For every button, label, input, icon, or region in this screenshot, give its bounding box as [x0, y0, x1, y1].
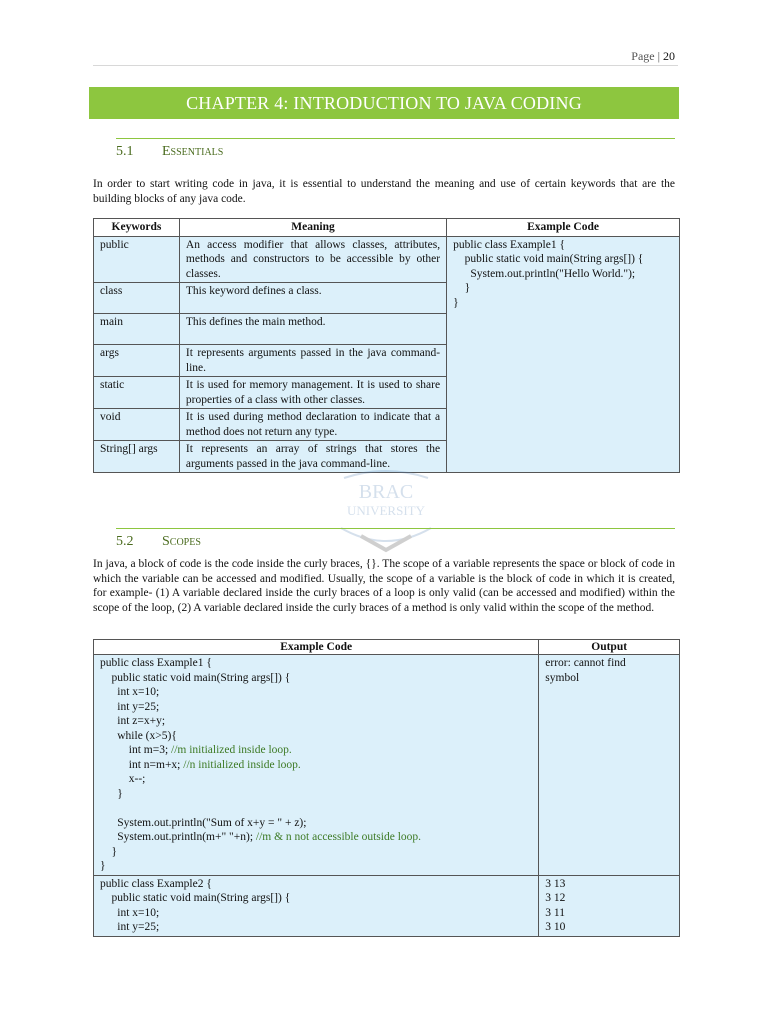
code-line: [100, 772, 532, 787]
code-text: }: [100, 860, 106, 872]
code-line: [100, 830, 532, 845]
keyword-cell: String[] args: [94, 441, 180, 473]
code-line: [100, 801, 532, 816]
table-header-row: [94, 219, 680, 237]
code-comment: //m initialized inside loop.: [171, 744, 292, 756]
table-row: [94, 875, 680, 936]
example2-code-cell: [94, 875, 539, 936]
example1-output: error: cannot find symbol: [545, 657, 626, 684]
section-number: 5.1: [116, 144, 134, 159]
code-text: System.out.println(m+" "+n);: [100, 831, 256, 843]
section-title: Essentials: [162, 144, 224, 159]
code-text: [100, 802, 103, 814]
table-row: [94, 236, 680, 283]
section-intro-paragraph: In order to start writing code in java, it is essential to understand the meaning and use of certain keywords that are the building blocks of any java code.: [93, 178, 675, 205]
watermark-line2: UNIVERSITY: [347, 503, 425, 518]
code-line: [100, 859, 532, 874]
code-line: [100, 816, 532, 831]
watermark-line1: BRAC: [358, 481, 414, 503]
scopes-table: [93, 639, 680, 937]
meaning-cell: It is used during method declaration to indicate that a method does not return any type.: [179, 409, 446, 441]
university-watermark-logo: [326, 470, 446, 560]
header-meaning: Meaning: [179, 219, 446, 237]
code-text: int n=m+x;: [100, 758, 184, 771]
chapter-title: CHAPTER 4: INTRODUCTION TO JAVA CODING: [89, 87, 679, 119]
keywords-table: [93, 218, 680, 473]
code-line: [100, 743, 532, 758]
meaning-cell: It represents an array of strings that stores the arguments passed in the java command-line.: [179, 441, 446, 473]
section-rule: [116, 528, 675, 529]
code-line: [100, 714, 532, 729]
keyword-cell: class: [94, 283, 180, 314]
example2-output-cell: [539, 875, 680, 936]
code-line: [100, 729, 532, 744]
code-line: [100, 685, 532, 700]
table-header-row: [94, 640, 680, 655]
page-number: Page | 20: [631, 49, 675, 63]
meaning-cell: An access modifier that allows classes, attributes, methods and constructors to be accessible by other classes.: [179, 236, 446, 283]
example-code: public class Example1 { public static void main(String args[]) { System.out.println("Hello World."); } }: [453, 238, 644, 309]
table-row: [94, 655, 680, 876]
code-line: [100, 758, 532, 773]
keyword-cell: main: [94, 314, 180, 345]
code-text: int y=25;: [100, 700, 160, 713]
code-line: [100, 671, 532, 686]
code-line: [100, 700, 532, 715]
code-line: [100, 845, 532, 860]
page-label: Page: [631, 49, 655, 63]
header-keywords: Keywords: [94, 219, 180, 237]
code-text: }: [100, 845, 118, 858]
keyword-cell: args: [94, 345, 180, 377]
code-comment: //n initialized inside loop.: [183, 758, 301, 771]
header-rule: [93, 65, 678, 66]
example2-output: 3 13 3 12 3 11 3 10: [545, 877, 566, 933]
section-heading-essentials: [116, 144, 223, 160]
meaning-cell: It represents arguments passed in the java command-line.: [179, 345, 446, 377]
code-comment: //m & n not accessible outside loop.: [255, 831, 422, 843]
code-text: System.out.println("Sum of x+y = " + z);: [100, 816, 307, 829]
code-line: [100, 787, 532, 802]
code-text: }: [100, 787, 123, 800]
page-number-value: 20: [663, 49, 675, 63]
section-title: Scopes: [162, 534, 201, 549]
section-rule: [116, 138, 675, 139]
code-text: int m=3;: [100, 744, 172, 756]
meaning-cell: This defines the main method.: [179, 314, 446, 345]
example2-code: public class Example2 { public static void main(String args[]) { int x=10; int y=25;: [100, 877, 291, 933]
meaning-cell: It is used for memory management. It is used to share properties of a class with other classes.: [179, 377, 446, 409]
code-text: public static void main(String args[]) {: [100, 671, 291, 684]
example1-code-cell: [94, 655, 539, 876]
example1-code: [100, 656, 532, 874]
code-text: int x=10;: [100, 686, 160, 698]
code-text: int z=x+y;: [100, 715, 166, 727]
code-text: while (x>5){: [100, 729, 177, 742]
section-heading-scopes: [116, 534, 201, 550]
keyword-cell: static: [94, 377, 180, 409]
keyword-cell: public: [94, 236, 180, 283]
header-example-code: Example Code: [94, 640, 539, 655]
code-text: public class Example1 {: [100, 657, 212, 669]
section-intro-paragraph: In java, a block of code is the code inside the curly braces, {}. The scope of a variable represents the space or block of code in which the variable can be accessed and modified. Usually, the scope of a variable is the block of code in which it is created, for example- (1) A variable declared inside the curly braces of a loop is only valid (can be accessed and modified) within the scope of the loop, (2) A variable declared inside the curly braces of a method is only valid within the scope of the method.: [93, 558, 675, 614]
section-number: 5.2: [116, 534, 134, 549]
header-output: Output: [539, 640, 680, 655]
header-example-code: Example Code: [447, 219, 680, 237]
meaning-cell: This keyword defines a class.: [179, 283, 446, 314]
code-text: x--;: [100, 773, 146, 785]
code-line: [100, 656, 532, 671]
example-code-cell: [447, 236, 680, 473]
example1-output-cell: [539, 655, 680, 876]
keyword-cell: void: [94, 409, 180, 441]
